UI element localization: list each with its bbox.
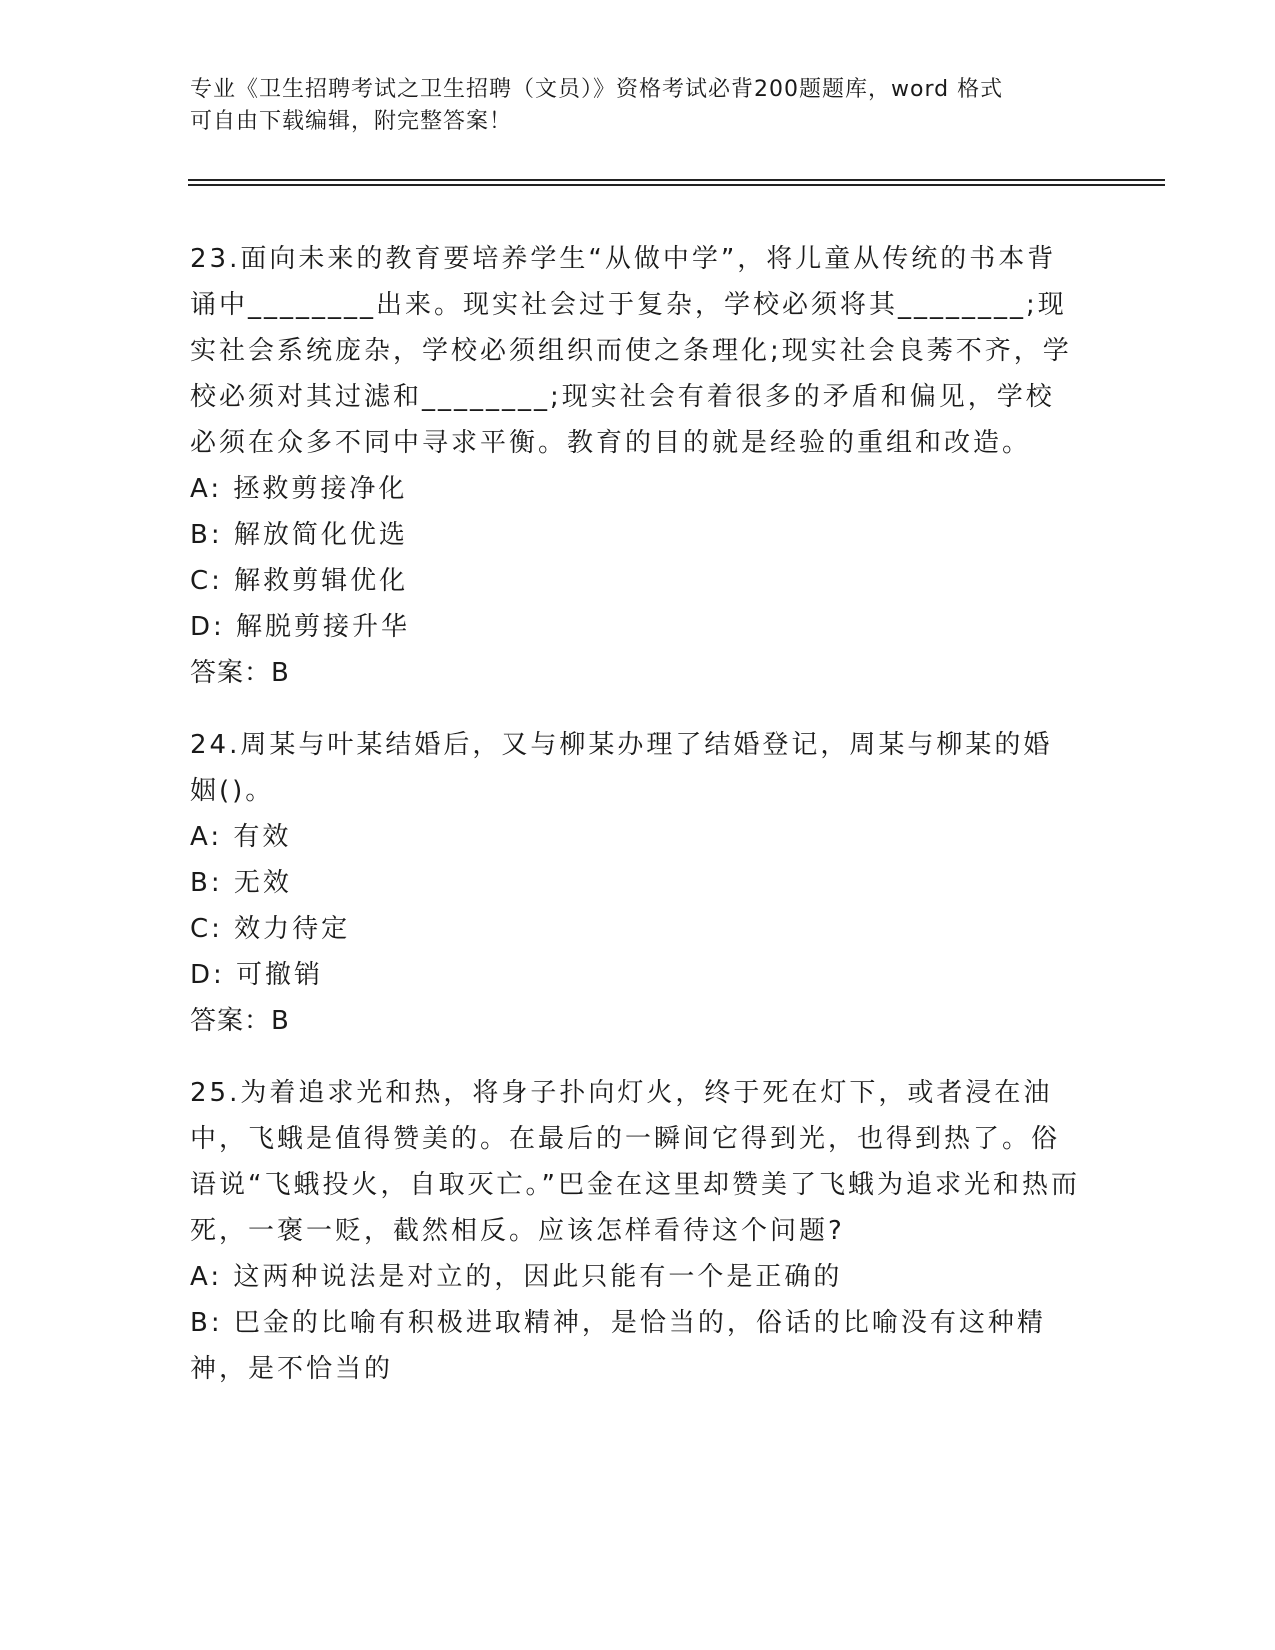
header-line-1: 专业《卫生招聘考试之卫生招聘（文员）》资格考试必背200题题库，word 格式	[190, 77, 1004, 102]
question-list	[190, 236, 1080, 1418]
option-c: C: 解救剪辑优化	[190, 566, 409, 596]
header-divider-top	[188, 179, 1165, 181]
question-text: 25.为着追求光和热，将身子扑向灯火，终于死在灯下，或者浸在油中，飞蛾是值得赞美的。在最后的一瞬间它得到光，也得到热了。俗语说“飞蛾投火，自取灭亡。”巴金在这里却赞美了飞蛾为追求光和热而死，一褒一贬，截然相反。应该怎样看待这个问题?	[190, 1078, 1080, 1246]
answer-line: 答案：B	[190, 1006, 290, 1036]
question-item	[190, 722, 1080, 1044]
option-d: D: 可撤销	[190, 960, 324, 990]
option-a: A: 这两种说法是对立的，因此只能有一个是正确的	[190, 1262, 843, 1292]
document-header	[190, 74, 1070, 138]
option-b: B: 巴金的比喻有积极进取精神，是恰当的，俗话的比喻没有这种精神，是不恰当的	[190, 1308, 1046, 1384]
answer-line: 答案：B	[190, 658, 290, 688]
option-c: C: 效力待定	[190, 914, 351, 944]
option-d: D: 解脱剪接升华	[190, 612, 411, 642]
option-a: A: 有效	[190, 822, 292, 852]
question-item	[190, 1070, 1080, 1392]
header-divider-bottom	[188, 184, 1165, 186]
option-b: B: 解放简化优选	[190, 520, 408, 550]
question-text: 24.周某与叶某结婚后，又与柳某办理了结婚登记，周某与柳某的婚姻()。	[190, 730, 1053, 806]
header-line-2: 可自由下载编辑，附完整答案！	[190, 109, 513, 134]
option-b: B: 无效	[190, 868, 292, 898]
question-item	[190, 236, 1080, 696]
option-a: A: 拯救剪接净化	[190, 474, 408, 504]
question-text: 23.面向未来的教育要培养学生“从做中学”，将儿童从传统的书本背诵中________出来。现实社会过于复杂，学校必须将其________;现实社会系统庞杂，学校必须组织而使之条理化;现实社会良莠不齐，学校必须对其过滤和________;现实社会有着很多的矛盾和偏见，学校必须在众多不同中寻求平衡。教育的目的就是经验的重组和改造。	[190, 244, 1072, 458]
